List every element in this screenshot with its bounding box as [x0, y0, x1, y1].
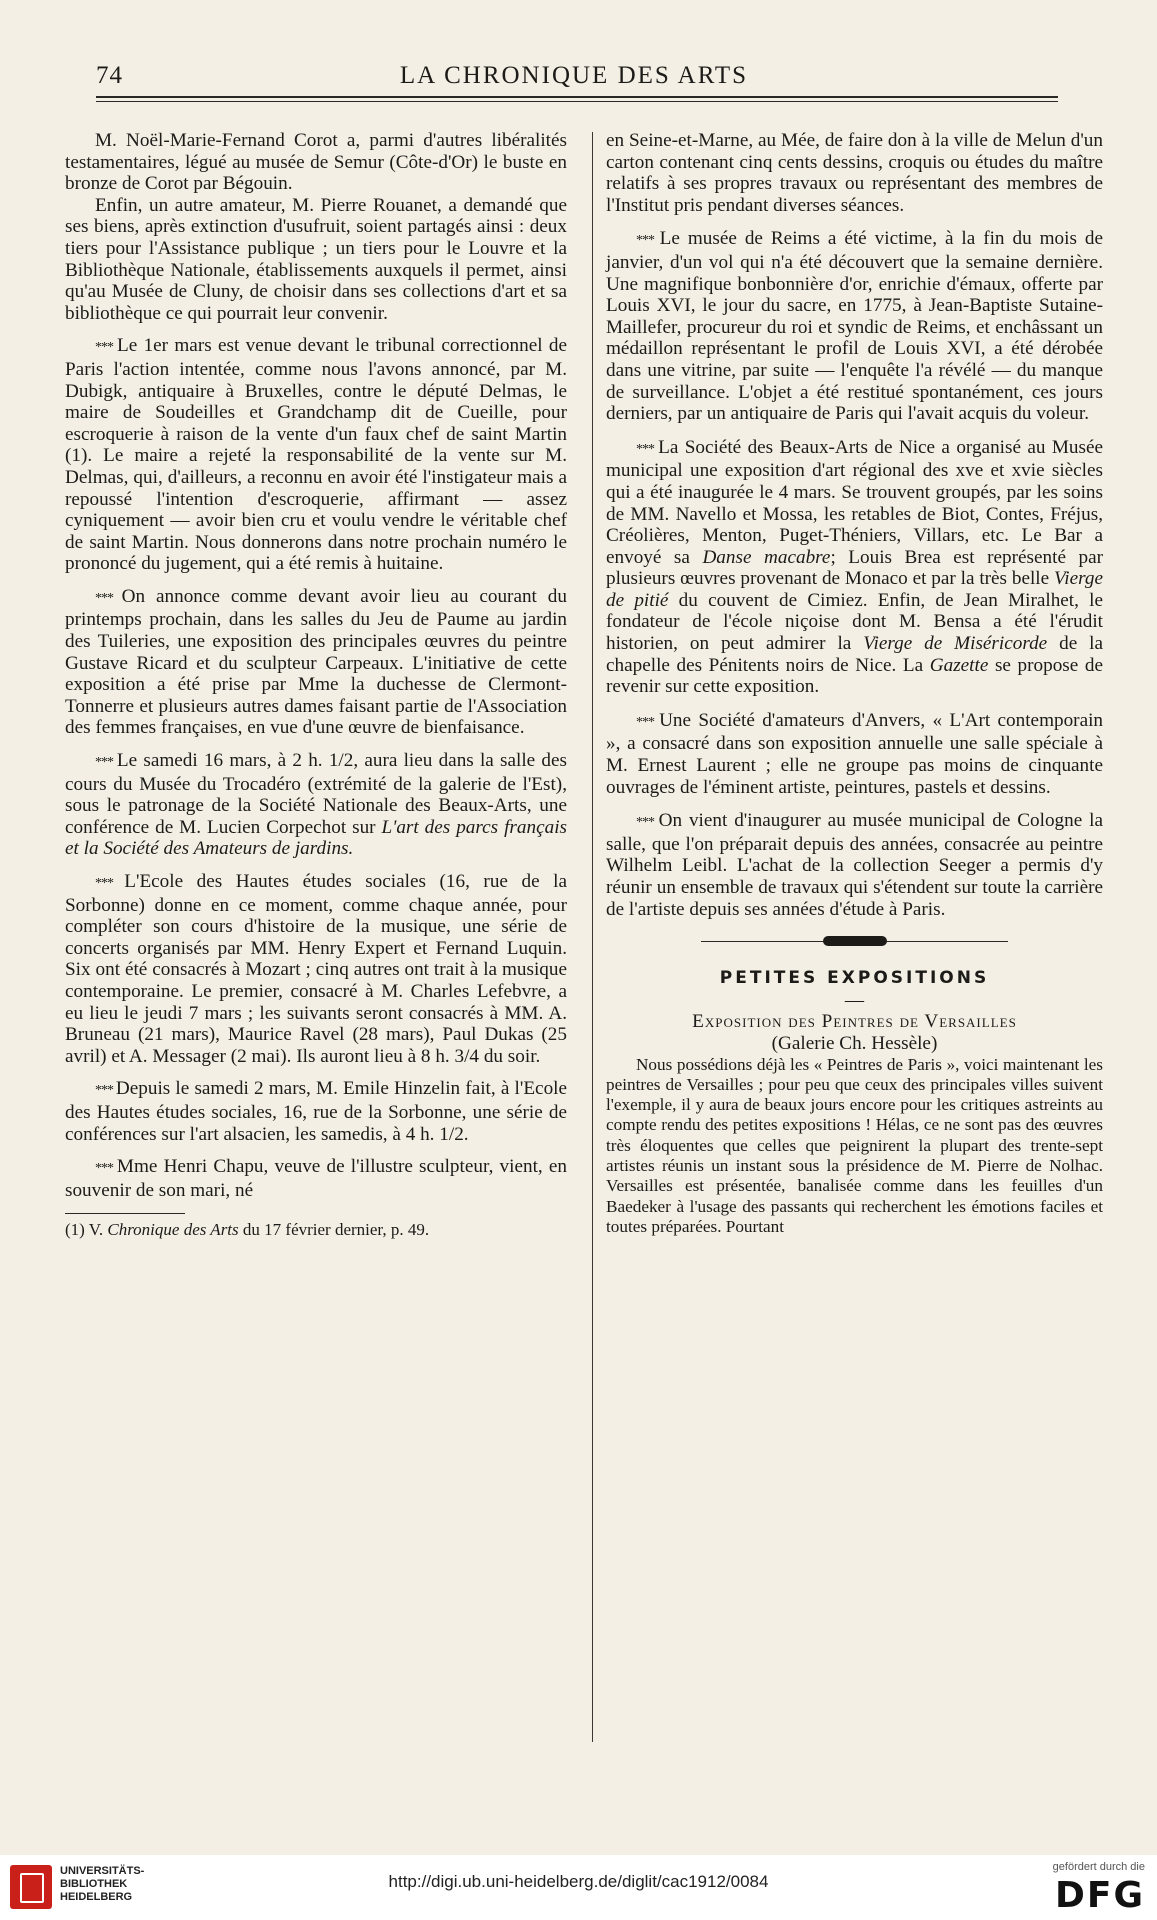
paragraph-versailles: Nous possédions déjà les « Peintres de Paris », voici maintenant les peintres de Versailles ; pour peu que ceux des principales villes suivent l'exemple, il y aura de beaux jours encore pour les critiques astreints au compte rendu des petites expositions ! Hélas, ce ne sont pas des œuvres très éloquentes que celles que peignirent la plupart des trente-sept artistes réunis un instant sous la présidence de M. Pierre de Nolhac. Versailles est présentée, banalisée comme dans les feuilles d'un Baedeker à l'usage des passants qui recherchent les émotions faciles et toutes préparées. Pourtant	[606, 1054, 1103, 1236]
dfg-logo: DFG	[1054, 1875, 1145, 1916]
exhibition-title: Exposition des Peintres de Versailles	[692, 1011, 1017, 1033]
exhibition-gallery: (Galerie Ch. Hessèle)	[771, 1032, 938, 1054]
asterism: ***	[636, 714, 660, 730]
ornamental-divider	[606, 936, 1103, 946]
paragraph-cologne: *** On vient d'inaugurer au musée municipal de Cologne la salle, que l'on préparait depuis des années, consacrée au peintre Wilhelm Leibl. L'achat de la collection Seeger a permis d'y réunir un ensemble de travaux qui s'étendent sur toute la carrière de l'artiste depuis ses années d'étude à Paris.	[606, 810, 1103, 920]
paragraph-trocadero: *** Le samedi 16 mars, à 2 h. 1/2, aura lieu dans la salle des cours du Musée du Trocadéro (extrémité de la galerie de l'Est), sous le patronage de la Société Nationale des Beaux-Arts, une conférence de M. Lucien Corpechot sur L'art des parcs français et la Société des Amateurs de jardins.	[65, 750, 567, 860]
asterism: ***	[636, 233, 660, 249]
asterism: ***	[95, 590, 122, 606]
right-column	[606, 130, 1103, 1237]
asterism: ***	[95, 340, 118, 356]
funding-note: gefördert durch die	[1052, 1861, 1145, 1873]
running-head	[96, 58, 1052, 92]
footnote-rule	[65, 1213, 185, 1214]
section-dash: —	[844, 989, 865, 1011]
source-url[interactable]: http://digi.ub.uni-heidelberg.de/diglit/cac1912/0084	[388, 1872, 769, 1891]
digitization-footer	[0, 1855, 1157, 1920]
paragraph-chapu: *** Mme Henri Chapu, veuve de l'illustre sculpteur, vient, en souvenir de son mari, né	[65, 1156, 568, 1201]
asterism: ***	[95, 876, 125, 891]
journal-title: LA CHRONIQUE DES ARTS	[399, 62, 749, 89]
paragraph-ricard-carpeaux: *** On annonce comme devant avoir lieu au courant du printemps prochain, dans les salles du Jeu de Paume au jardin des Tuileries, une exposition des principales œuvres du peintre Gustave Ricard et du sculpteur Carpeaux. L'initiative de cette exposition a été prise par Mme la duchesse de Clermont-Tonnerre et plusieurs autres dames faisant partie de l'Association des femmes françaises, en vue d'une œuvre de bienfaisance.	[65, 585, 567, 739]
asterism: ***	[95, 1161, 117, 1177]
left-column	[65, 130, 567, 1239]
paragraph-rouanet: Enfin, un autre amateur, M. Pierre Rouanet, a demandé que ses biens, après extinction d'usufruit, soient partagés ainsi : deux tiers pour l'Assistance publique ; un tiers pour le Louvre et la Bibliothèque Nationale, établissements auxquels il permet, ainsi qu'au Musée de Cluny, de choisir dans ses collections d'art et sa bibliothèque ce qui pourrait leur convenir.	[65, 194, 567, 324]
paragraph-delmas: *** Le 1er mars est venue devant le tribunal correctionnel de Paris l'action intentée, comme nous l'avons annoncé, par M. Dubigk, antiquaire à Bruxelles, contre le député Delmas, le maire de Soudeilles et Grandchamp dit de Cueille, pour escroquerie à raison de la vente d'un faux chef de saint Martin (1). Le maire a rejeté la responsabilité de la vente sur M. Delmas, qui, d'ailleurs, a reconnu en avoir été l'instigateur mais a repoussé l'intention d'escroquerie, affirmant — assez cyniquement — avoir bien cru et voulu vendre le véritable chef de saint Martin. Nous donnerons dans notre prochain numéro le prononcé du jugement, qui a été remis à huitaine.	[65, 335, 567, 575]
paragraph-melun: en Seine-et-Marne, au Mée, de faire don à la ville de Melun d'un carton contenant cinq cents dessins, croquis ou études du maître relatifs à ses propres travaux ou représentant des membres de l'Institut pris pendant diverses séances.	[606, 130, 1103, 216]
paragraph-hautes-etudes: *** L'Ecole des Hautes études sociales (16, rue de la Sorbonne) donne en ce moment, comme chaque année, pour compléter son cours d'histoire de la musique, une série de concerts organisés par MM. Henry Expert et Fernand Luquin. Six ont été consacrés à Mozart ; cinq autres ont trait à la musique contemporaine. Le premier, consacré à M. Charles Lefebvre, a eu lieu le jeudi 7 mars ; les suivants seront consacrés à MM. A. Bruneau (21 mars), Maurice Ravel (28 mars), Paul Dukas (25 avril) et A. Messager (2 mai). Ils auront lieu à 8 h. 3/4 du soir.	[65, 871, 567, 1067]
paragraph-nice: *** La Société des Beaux-Arts de Nice a organisé au Musée municipal une exposition d'art régional des xve et xvie siècles qui a été inaugurée le 4 mars. Se trouvent groupés, par les soins de MM. Navello et Mossa, les retables de Biot, Contes, Fréjus, Créolières, Menton, Puget-Théniers, Villars, etc. Le Bar a envoyé sa Danse macabre; Louis Brea est représenté par plusieurs œuvres provenant de Monaco et par la très belle Vierge de pitié du couvent de Cimiez. Enfin, de Jean Miralhet, le fondateur de l'école niçoise dont M. Bensa a été l'érudit historien, on peut admirer la Vierge de Miséricorde de la chapelle des Pénitents noirs de Nice. La Gazette se propose de revenir sur cette exposition.	[606, 436, 1104, 698]
asterism: ***	[636, 815, 659, 831]
footnote: (1) V. Chronique des Arts du 17 février dernier, p. 49.	[65, 1220, 430, 1240]
asterism: ***	[95, 755, 117, 771]
paragraph-anvers: *** Une Société d'amateurs d'Anvers, « L'Art contemporain », a consacré dans son exposition annuelle une salle spéciale à M. Ernest Laurent ; elle ne groupe pas moins de cinquante ouvrages de l'éminent artiste, peintures, pastels et dessins.	[606, 709, 1104, 798]
asterism: ***	[636, 441, 659, 457]
asterism: ***	[95, 1083, 116, 1099]
library-name: UNIVERSITÄTS- BIBLIOTHEK HEIDELBERG	[60, 1865, 145, 1903]
header-rule	[96, 96, 1058, 98]
paragraph-corot: M. Noël-Marie-Fernand Corot a, parmi d'autres libéralités testamentaires, légué au musée de Semur (Côte-d'Or) le buste en bronze de Corot par Bégouin.	[65, 130, 567, 195]
paragraph-reims: *** Le musée de Reims a été victime, à la fin du mois de janvier, d'un vol qui n'a été découvert que la semaine dernière. Une magnifique bonbonnière d'or, enrichie d'émaux, offerte par Louis XVI, le jour du sacre, en 1775, à Jean-Baptiste Sutaine-Maillefer, procureur du roi et syndic de Reims, et enchâssant un médaillon représentant le profil de Louis XVI, a été dérobée dans une vitrine, par suite — l'enquête l'a révélé — du manque de surveillance. L'objet a été restitué spontanément, ces jours derniers, par un antiquaire de Paris qui l'avait acquis du voleur.	[606, 228, 1103, 425]
page-number: 74	[96, 62, 123, 89]
paragraph-hinzelin: *** Depuis le samedi 2 mars, M. Emile Hinzelin fait, à l'Ecole des Hautes études sociales, 16, rue de la Sorbonne, une série de conférences sur l'art alsacien, les samedis, à 4 h. 1/2.	[65, 1078, 568, 1145]
column-divider	[592, 132, 593, 1742]
section-title: PETITES EXPOSITIONS	[719, 968, 990, 989]
header-rule-thin	[96, 101, 1058, 102]
